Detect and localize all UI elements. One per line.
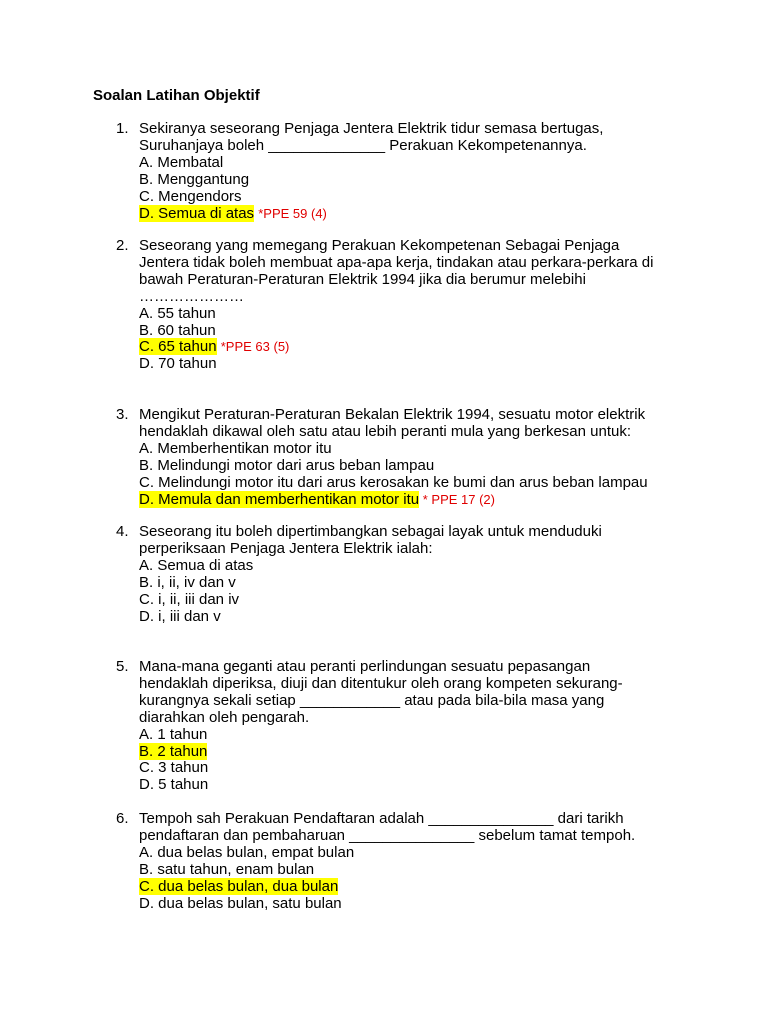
option-b: B. Melindungi motor dari arus beban lampau [139,456,435,474]
question-5 [116,659,676,794]
highlighted-answer: C. 65 tahun [139,338,217,356]
question-number: 4. [116,523,129,540]
question-text: Mana-mana geganti atau peranti perlindungan sesuatu pepasangan hendaklah diperiksa, diuji dan ditentukur oleh orang kompeten sekurang- kurangnya sekali setiap ____________ atau pada bila-bila masa yang diarahkan oleh pengarah. [139,658,623,726]
question-text: Seseorang itu boleh dipertimbangkan sebagai layak untuk menduduki perperiksaan Penjaga Jentera Elektrik ialah: [139,523,602,557]
option-a: A. Membatal [139,153,224,171]
highlighted-answer: B. 2 tahun [139,742,208,760]
option-c: C. i, ii, iii dan iv [139,590,240,608]
question-number: 3. [116,406,129,423]
option-c: C. Mengendors [139,187,242,205]
option-a: A. Semua di atas [139,556,254,574]
question-3 [116,407,676,508]
question-number: 1. [116,120,129,137]
reference-note: *PPE 63 (5) [220,339,290,355]
reference-note: * PPE 17 (2) [419,491,495,507]
question-text: Sekiranya seseorang Penjaga Jentera Elektrik tidur semasa bertugas, Suruhanjaya boleh ______________ Perakuan Kekompetenannya. [139,120,604,154]
option-c: C. Melindungi motor itu dari arus kerosakan ke bumi dan arus beban lampau [139,473,648,491]
option-c [139,339,676,356]
option-a: A. 55 tahun [139,304,216,322]
option-d: D. 70 tahun [139,355,217,373]
option-d [139,206,676,223]
option-b: B. Menggantung [139,170,250,188]
option-d: D. dua belas bulan, satu bulan [139,894,342,912]
option-a: A. 1 tahun [139,725,208,743]
option-c [139,879,676,896]
question-number: 2. [116,237,129,254]
option-d [139,492,676,509]
highlighted-answer: D. Memula dan memberhentikan motor itu [139,490,420,508]
option-a: A. Memberhentikan motor itu [139,439,332,457]
highlighted-answer: D. Semua di atas [139,204,255,222]
question-2 [116,238,676,373]
question-6 [116,811,676,912]
option-d: D. i, iii dan v [139,607,221,625]
reference-note: *PPE 59 (4) [258,205,327,221]
option-c: C. 3 tahun [139,759,209,777]
highlighted-answer: C. dua belas bulan, dua bulan [139,877,339,895]
option-b: B. 60 tahun [139,321,216,339]
option-b: B. satu tahun, enam bulan [139,860,315,878]
question-1 [116,121,676,222]
question-text: Seseorang yang memegang Perakuan Kekompetenan Sebagai Penjaga Jentera tidak boleh membuat apa-apa kerja, tindakan atau perkara-perkara di bawah Peraturan-Peraturan Elektrik 1994 jika dia berumur melebihi ………………… [139,237,654,305]
option-b [139,744,676,761]
question-4 [116,524,676,625]
question-text: Mengikut Peraturan-Peraturan Bekalan Elektrik 1994, sesuatu motor elektrik hendaklah dikawal oleh satu atau lebih peranti mula yang berkesan untuk: [139,406,646,440]
question-number: 6. [116,810,129,827]
page-title: Soalan Latihan Objektif [93,87,260,104]
option-b: B. i, ii, iv dan v [139,573,236,591]
question-text: Tempoh sah Perakuan Pendaftaran adalah _______________ dari tarikh pendaftaran dan pembaharuan _______________ sebelum tamat tempoh. [139,810,636,844]
question-number: 5. [116,658,129,675]
option-d: D. 5 tahun [139,776,209,794]
option-a: A. dua belas bulan, empat bulan [139,843,355,861]
